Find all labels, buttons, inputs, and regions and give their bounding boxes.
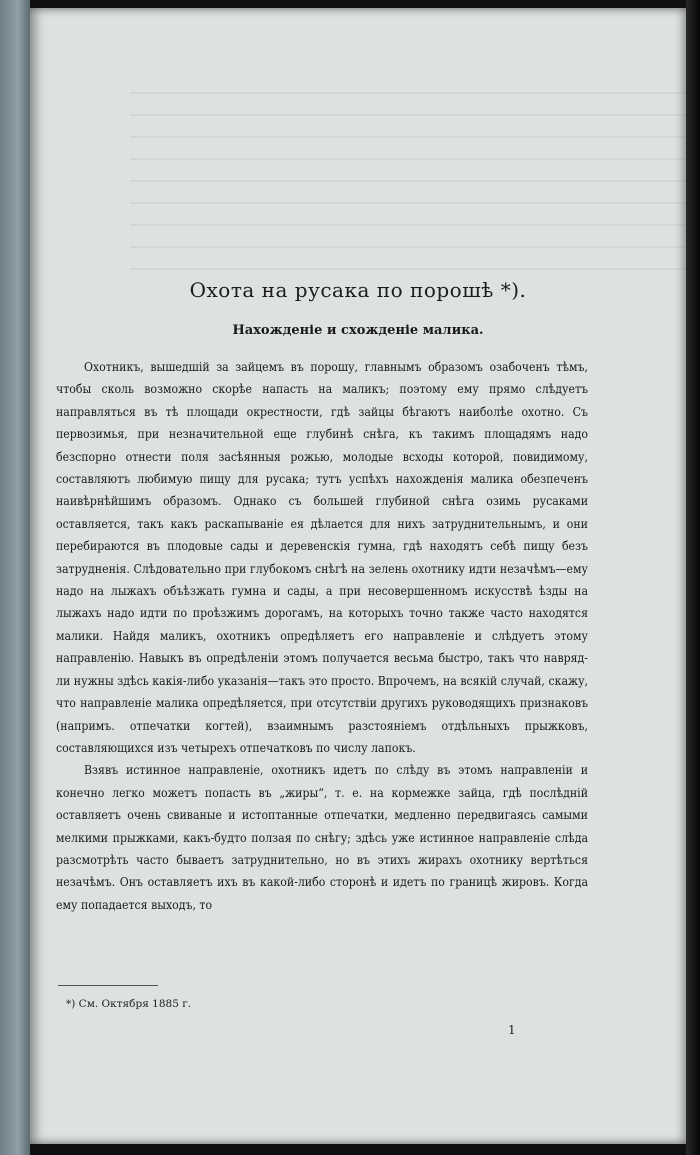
page-title: Охота на русака по порошѣ *).	[189, 278, 527, 302]
show-through-text	[130, 78, 690, 288]
previous-page-edge	[0, 0, 30, 1155]
footnote-divider	[58, 985, 158, 986]
page-number: 1	[508, 1023, 516, 1037]
footnote: *) См. Октября 1885 г.	[66, 998, 192, 1010]
book-page	[30, 8, 686, 1144]
paragraph: Охотникъ, вышедшій за зайцемъ въ порошу, главнымъ образомъ озабоченъ тѣмъ, чтобы сколь возможно скорѣе напасть на маликъ; поэтому ему прямо слѣдуетъ направляться въ тѣ площади окрестности, гдѣ зайцы бѣгаютъ наиболѣе охотно. Съ первозимья, при незначительной еще глубинѣ снѣга, къ такимъ площадямъ надо безспорно отнести поля засѣянныя рожью, молодые всходы которой, повидимому, составляютъ любимую пищу для русака; тутъ успѣхъ нахожденія малика обезпеченъ наивѣрнѣйшимъ образомъ. Однако съ большей глубиной снѣга озимь русаками оставляется, такъ какъ раскапываніе ея дѣлается для нихъ затруднительнымъ, и они перебираются въ плодовые сады и деревенскія гумна, гдѣ находятъ себѣ пищу безъ затрудненія. Слѣдовательно при глубокомъ снѣгѣ на зелень охотнику идти незачѣмъ—ему надо на лыжахъ объѣзжать гумна и сады, а при несовершенномъ искусствѣ ѣзды на лыжахъ надо идти по проѣзжимъ дорогамъ, на которыхъ точно также часто находятся малики. Найдя маликъ, охотникъ опредѣляетъ его направленіе и слѣдуетъ этому направленію. Навыкъ въ опредѣленіи этомъ получается весьма быстро, такъ что навряд-ли нужны здѣсь какія-либо указанія—такъ это просто. Впрочемъ, на всякій случай, скажу, что направленіе малика опредѣляется, при отсутствіи другихъ руководящихъ признаковъ (напримъ. отпечатки когтей), взаимнымъ разстояніемъ отдѣльныхъ прыжковъ, составляющихся изъ четырехъ отпечатковъ по числу лапокъ.	[56, 360, 588, 755]
paragraph: Взявъ истинное направленіе, охотникъ идетъ по слѣду въ этомъ направленіи и конечно легко можетъ попасть въ „жиры“, т. е. на кормежке зайца, гдѣ послѣдній оставляетъ очень свиваные и истоптанные отпечатки, медленно передвигаясь самыми мелкими прыжками, какъ-будто ползая по снѣгу; здѣсь уже истинное направленіе слѣда разсмотрѣть часто бываетъ затруднительно, но въ этихъ жирахъ охотнику вертѣться незачѣмъ. Онъ оставляетъ ихъ въ какой-либо сторонѣ и идетъ по границѣ жировъ. Когда ему попадается выходъ, то	[56, 763, 588, 912]
section-subtitle: Нахожденіе и схожденіе малика.	[232, 323, 484, 338]
body-text	[56, 356, 588, 916]
right-page-edge	[686, 0, 700, 1155]
